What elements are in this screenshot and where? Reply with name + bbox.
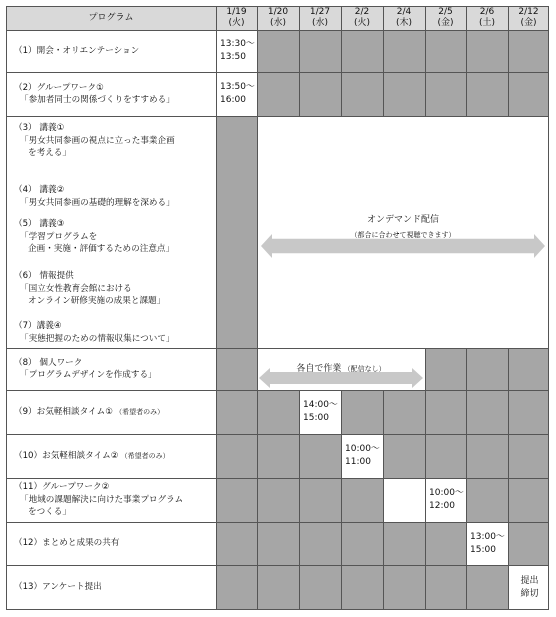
ondemand-subtitle: （都合に合わせて視聴できます）	[350, 231, 456, 239]
shaded-cell	[216, 390, 257, 434]
shaded-cell	[425, 390, 466, 434]
session-time: 提出 締切	[520, 575, 539, 599]
column-line	[341, 390, 342, 610]
session-time: 14:00～ 15:00	[303, 400, 338, 423]
shaded-cell	[425, 30, 466, 72]
date-header	[257, 6, 299, 30]
program-subtitle: 「男女共同参画の基礎的理解を深める」	[20, 197, 175, 208]
session-time: 13:50～ 16:00	[220, 82, 255, 105]
date-header	[341, 6, 383, 30]
program-title: （6） 情報提供	[14, 271, 74, 281]
program-title: （10）お気軽相談タイム② （希望者のみ）	[14, 450, 170, 461]
column-line	[257, 6, 258, 116]
shaded-cell	[299, 478, 341, 522]
day-of-week-label: (金)	[520, 18, 537, 28]
program-row-label	[14, 184, 214, 208]
program-subtitle: 「国立女性教育会館における	[20, 283, 132, 294]
program-subtitle: 「プログラムデザインを作成する」	[20, 370, 157, 380]
shaded-cell	[299, 522, 341, 565]
ondemand-title: オンデマンド配信	[366, 215, 439, 225]
date-label: 2/4	[396, 7, 412, 17]
program-row-label	[14, 478, 214, 522]
shaded-cell	[216, 434, 257, 478]
shaded-cell	[257, 478, 299, 522]
program-subtitle: 企画・実施・評価するための注意点」	[28, 244, 175, 254]
session-time: 13:00～ 15:00	[470, 531, 505, 555]
day-of-week-label: (土)	[478, 18, 496, 28]
program-subtitle: 「学習プログラムを	[20, 231, 98, 242]
individual-work-label	[257, 361, 425, 374]
shaded-cell	[466, 30, 508, 72]
date-header	[383, 6, 425, 30]
program-header: プログラム	[88, 12, 134, 23]
shaded-cell	[257, 565, 299, 610]
date-label: 2/5	[438, 7, 453, 17]
column-line	[548, 6, 549, 610]
column-line	[425, 390, 426, 610]
program-title: （8） 個人ワーク	[14, 357, 83, 368]
program-title: （7）講義④	[14, 321, 62, 331]
program-subtitle: を考える」	[28, 148, 71, 158]
shaded-cell	[466, 390, 508, 434]
program-title: （9）お気軽相談タイム① （希望者のみ）	[14, 406, 165, 417]
program-row-label	[14, 122, 214, 158]
date-label: 1/20	[267, 7, 289, 17]
date-header	[466, 6, 508, 30]
shaded-cell	[257, 434, 299, 478]
row-line	[6, 6, 549, 7]
column-line	[466, 390, 467, 610]
column-line	[466, 6, 467, 116]
shaded-cell	[425, 522, 466, 565]
program-row-label	[14, 218, 214, 262]
shaded-cell	[383, 434, 425, 478]
shaded-cell	[299, 565, 341, 610]
program-subtitle: 「男女共同参画の視点に立った事業企画	[20, 135, 175, 146]
program-row-label	[14, 270, 214, 310]
shaded-cell	[257, 522, 299, 565]
shaded-cell	[508, 434, 549, 478]
shaded-cell	[466, 565, 508, 610]
date-label: 2/2	[354, 7, 370, 17]
program-title: （3） 講義①	[14, 123, 65, 133]
shaded-cell	[299, 72, 341, 116]
row-line	[6, 116, 549, 117]
shaded-cell	[383, 390, 425, 434]
column-line	[299, 390, 300, 610]
program-row-label	[14, 434, 214, 478]
program-title: （5） 講義③	[14, 219, 65, 229]
shaded-cell	[425, 72, 466, 116]
shaded-cell	[383, 72, 425, 116]
shaded-cell	[341, 522, 383, 565]
shaded-cell	[341, 72, 383, 116]
shaded-cell	[341, 30, 383, 72]
shaded-cell	[299, 30, 341, 72]
shaded-cell	[383, 565, 425, 610]
shaded-cell	[341, 478, 383, 522]
program-row-label	[14, 522, 214, 565]
program-title: （2）グループワーク①	[14, 82, 104, 93]
program-title: （13）アンケート提出	[14, 582, 102, 593]
shaded-cell	[341, 390, 383, 434]
date-header	[508, 6, 549, 30]
column-line	[425, 6, 426, 116]
date-label: 2/6	[479, 7, 495, 17]
shaded-cell	[508, 522, 549, 565]
date-header	[216, 6, 257, 30]
column-line	[466, 348, 467, 390]
program-title: （1）開会・オリエンテーション	[14, 45, 140, 56]
session-time: 13:30～ 13:50	[220, 39, 255, 62]
program-subtitle: 「参加者同士の関係づくりをすすめる」	[20, 95, 175, 105]
program-subtitle: 「地域の課題解決に向けた事業プログラム	[20, 494, 184, 505]
shaded-cell	[508, 30, 549, 72]
shaded-cell	[466, 478, 508, 522]
day-of-week-label: (金)	[437, 18, 454, 28]
shaded-cell	[508, 390, 549, 434]
program-title: （11）グループワーク②	[14, 482, 110, 493]
shaded-cell	[257, 72, 299, 116]
shaded-cell	[508, 348, 549, 390]
program-subtitle: をつくる」	[28, 507, 71, 518]
date-header	[425, 6, 466, 30]
day-of-week-label: (木)	[395, 18, 413, 28]
day-of-week-label: (火)	[353, 18, 371, 28]
shaded-cell	[383, 30, 425, 72]
program-row-label	[14, 565, 214, 610]
date-label: 2/12	[518, 7, 539, 17]
column-line	[299, 6, 300, 116]
shaded-cell	[425, 565, 466, 610]
column-line	[383, 6, 384, 116]
shaded-cell	[216, 522, 257, 565]
column-line	[341, 6, 342, 116]
program-row-label	[14, 320, 214, 348]
program-row-label	[14, 348, 214, 390]
shaded-cell	[508, 478, 549, 522]
individual-work-note: （配信なし）	[341, 365, 386, 373]
schedule-table	[6, 6, 549, 610]
program-subtitle: オンライン研修実施の成果と課題」	[28, 296, 166, 306]
date-label: 1/27	[309, 7, 331, 17]
column-line	[508, 6, 509, 116]
day-of-week-label: (火)	[228, 18, 245, 28]
shaded-cell	[466, 434, 508, 478]
participation-note: （希望者のみ）	[118, 451, 170, 460]
shaded-cell	[425, 434, 466, 478]
column-line	[508, 390, 509, 610]
program-row-label	[14, 390, 214, 434]
date-header	[299, 6, 341, 30]
column-line	[383, 390, 384, 610]
program-row-label	[14, 72, 214, 116]
program-title: （12）まとめと成果の共有	[14, 538, 120, 549]
day-of-week-label: (水)	[311, 18, 329, 28]
program-title: （4） 講義②	[14, 185, 65, 195]
shaded-cell	[299, 434, 341, 478]
participation-note: （希望者のみ）	[112, 407, 165, 416]
shaded-cell	[341, 565, 383, 610]
day-of-week-label: (水)	[269, 18, 287, 28]
shaded-cell	[257, 30, 299, 72]
shaded-cell	[216, 478, 257, 522]
shaded-cell	[466, 72, 508, 116]
column-line	[216, 6, 217, 610]
column-line	[425, 348, 426, 390]
shaded-cell	[383, 522, 425, 565]
shaded-cell	[508, 72, 549, 116]
program-row-label	[14, 30, 214, 72]
date-label: 1/19	[226, 7, 247, 17]
column-line	[6, 6, 7, 610]
individual-work-text: 各自で作業	[296, 364, 342, 374]
shaded-cell	[216, 348, 257, 390]
column-line	[508, 348, 509, 390]
shaded-cell	[216, 116, 257, 348]
session-time: 10:00～ 11:00	[345, 444, 380, 467]
shaded-cell	[257, 390, 299, 434]
program-subtitle: 「実態把握のための情報収集について」	[20, 333, 175, 344]
session-time: 10:00～ 12:00	[429, 488, 464, 511]
shaded-cell	[425, 348, 466, 390]
shaded-cell	[466, 348, 508, 390]
shaded-cell	[216, 565, 257, 610]
column-line	[257, 390, 258, 610]
